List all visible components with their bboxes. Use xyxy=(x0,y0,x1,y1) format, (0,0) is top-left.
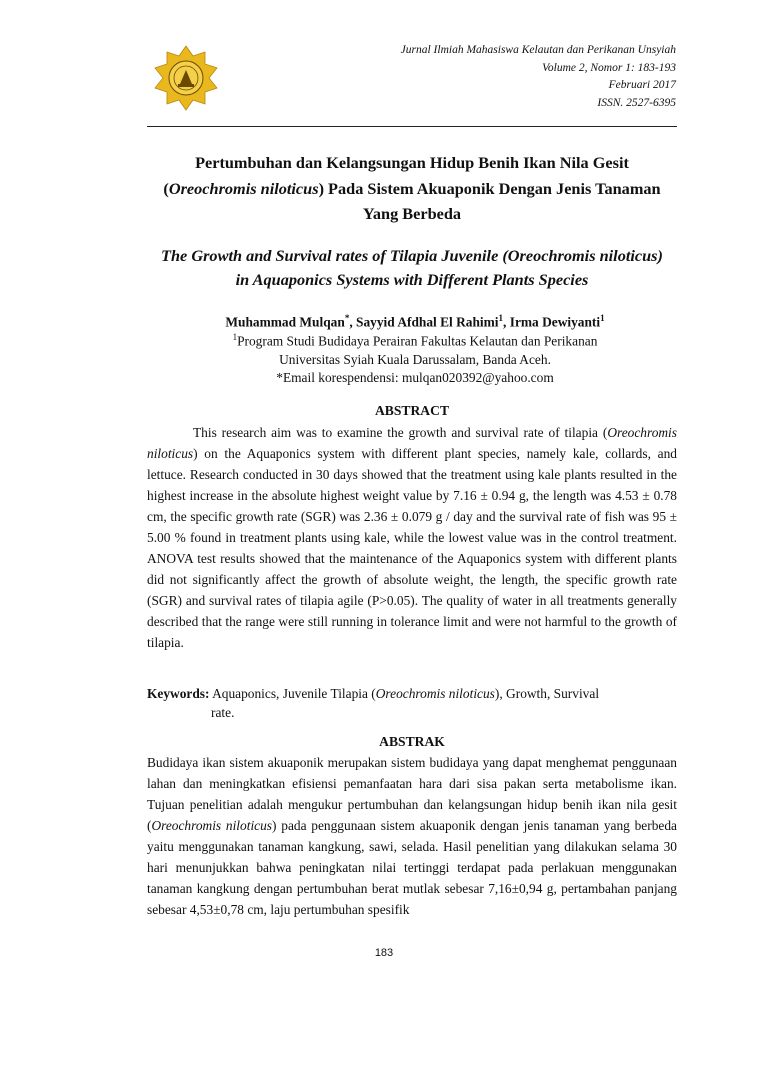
keywords-species: Oreochromis niloticus xyxy=(375,686,495,701)
journal-date: Februari 2017 xyxy=(608,79,676,91)
affiliation xyxy=(150,328,680,388)
abstract-species: Oreochromis niloticus xyxy=(147,425,677,461)
author-1-mark: * xyxy=(344,313,350,323)
abstrak-heading: ABSTRAK xyxy=(379,734,445,749)
journal-volume: Volume 2, Nomor 1: 183-193 xyxy=(542,61,676,74)
affiliation-mark: 1 xyxy=(232,332,238,342)
paper-title-indonesian xyxy=(160,150,664,227)
journal-header xyxy=(276,42,676,112)
keywords-part2: ), Growth, Survival xyxy=(494,686,600,701)
abstract-text: ) on the Aquaponics system with different plant species, namely kale, collards, and lettuce. Research conducted in 30 days showed that the treatment using kale plants resulted in the highest increase in the absolute highest weight value by 7.16 ± 0.94 g, the length was 4.53 ± 0.78 cm, the specific growth rate (SGR) was 2.36 ± 0.079 g / day and the survival rate of fish was 95 ± 5.00 % found in treatment plants using kale, while the lowest value was in the control treatment. ANOVA test results showed that the maintenance of the Aquaponics system with different plants did not significantly affect the growth of absolute weight, the length, the specific growth rate (SGR) and survival rates of tilapia agile (P>0.05). The quality of water in all treatments generally described that the range were still running in tolerance limit and were not harmful to the growth of tilapia. xyxy=(147,446,677,650)
keywords-part1: Aquaponics, Juvenile Tilapia ( xyxy=(209,686,376,701)
affiliation-line-1: Program Studi Budidaya Perairan Fakultas Kelautan dan Perikanan xyxy=(237,333,598,349)
abstract-body xyxy=(147,422,677,653)
author-3-mark: 1 xyxy=(600,313,605,323)
abstrak-part2: ) pada penggunaan sistem akuaponik dengan jenis tanaman yang berbeda yaitu menggunakan tanaman kangkung, sawi, selada. Hasil penelitian yang dilakukan selama 30 hari menunjukkan bahwa peningkatan nilai tertinggi terdapat pada perlakuan menggunakan tanaman kangkung dengan pertumbuhan berat mutlak sebesar 7,16±0,94 g, pertambahan panjang sebesar 4,53±0,78 cm, laju pertumbuhan spesifik xyxy=(147,818,677,917)
author-2: , Sayyid Afdhal El Rahimi xyxy=(349,314,499,330)
journal-issn: ISSN. 2527-6395 xyxy=(597,96,676,109)
abstract-lead: This research aim was to examine the growth and survival rate of tilapia ( xyxy=(193,425,608,440)
author-1: Muhammad Mulqan xyxy=(225,314,345,330)
abstrak-species: Oreochromis niloticus xyxy=(151,818,273,833)
keywords-part3: rate. xyxy=(211,705,235,720)
keywords-label: Keywords: xyxy=(147,686,210,701)
title-id-species: Oreochromis niloticus xyxy=(168,178,319,198)
header-divider xyxy=(147,126,677,127)
corresponding-email: *Email korespendensi: mulqan020392@yahoo.com xyxy=(276,370,554,386)
title-id-part2: ) Pada Sistem Akuaponik Dengan Jenis Tanaman Yang Berbeda xyxy=(318,178,661,223)
paper-title-english: The Growth and Survival rates of Tilapia Juvenile (Oreochromis niloticus) in Aquaponics Systems with Different Plants Species xyxy=(161,246,663,289)
abstract-heading: ABSTRACT xyxy=(374,403,450,418)
university-crest-icon xyxy=(147,42,225,112)
author-2-mark: 1 xyxy=(498,313,504,323)
title-id-part1: Pertumbuhan dan Kelangsungan Hidup Benih Ikan Nila Gesit ( xyxy=(163,153,629,198)
abstrak-body xyxy=(147,752,677,920)
journal-name: Jurnal Ilmiah Mahasiswa Kelautan dan Perikanan Unsyiah xyxy=(400,44,676,56)
abstrak-part1: Budidaya ikan sistem akuaponik merupakan sistem budidaya yang dapat menghemat penggunaan lahan dan meningkatkan efisiensi pemanfaatan hara dari sisa pakan serta metabolisme ikan. Tujuan penelitian adalah mengukur pertumbuhan dan kelangsungan hidup benih ikan nila gesit ( xyxy=(147,755,677,833)
keywords xyxy=(147,684,677,722)
affiliation-line-2: Universitas Syiah Kuala Darussalam, Banda Aceh. xyxy=(279,351,551,367)
author-3: , Irma Dewiyanti xyxy=(503,314,601,330)
page-number: 183 xyxy=(374,947,394,959)
